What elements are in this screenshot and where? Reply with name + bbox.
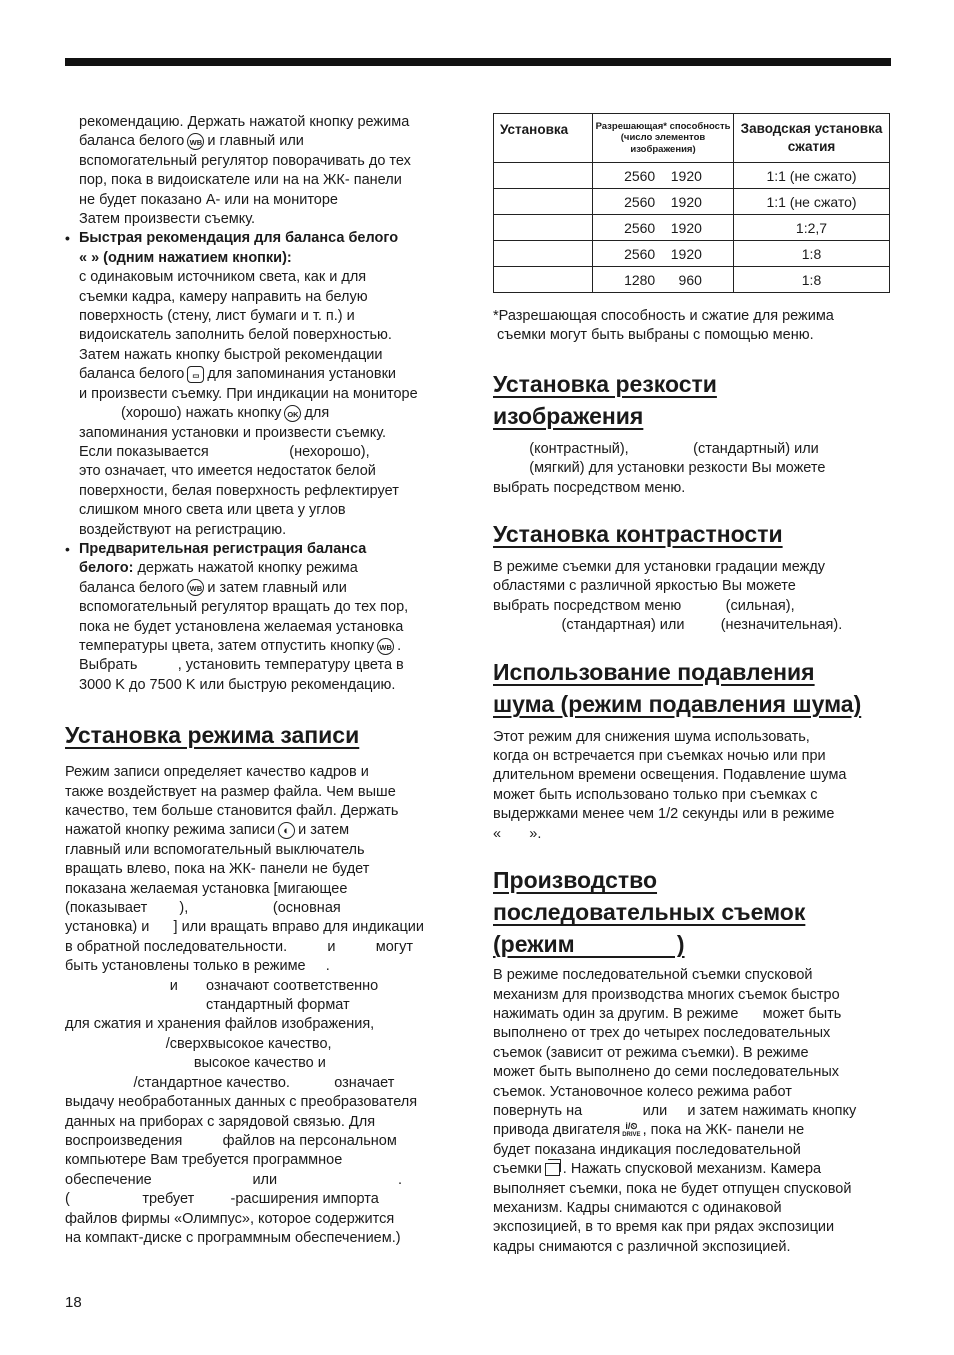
table-cell	[494, 189, 593, 215]
sequential-body	[493, 966, 893, 1121]
text-line: выдачу необработанных данных с преобразователя	[65, 1094, 418, 1111]
text-line: ( требует -расширения импорта	[65, 1191, 379, 1208]
text-line: привода двигателя i/⏲ DRIVE , пока на ЖК- панели не	[493, 1120, 805, 1139]
text-line: может быть использовано только при съемках с	[493, 786, 818, 803]
table-cell	[494, 163, 593, 189]
text-line: также воздействует на размер файла. Чем выше	[65, 783, 396, 800]
text-line: компьютере Вам требуется программное	[65, 1152, 343, 1169]
text-line: пока не будет установлена желаемая установка	[79, 618, 404, 635]
record-mode-table	[493, 113, 890, 293]
table-row	[494, 189, 890, 215]
text-line: в обратной последовательности. и могут	[65, 938, 413, 955]
text-line: баланса белого WB и главный или	[79, 133, 304, 150]
text-line: (стандартная) или (незначительная).	[493, 617, 843, 634]
bullet-title-cont: « » (одним нажатием кнопки):	[79, 249, 292, 266]
text-line: выдержками менее чем 1/2 секунды или в режиме	[493, 806, 835, 823]
table-row	[494, 241, 890, 267]
sequential-shooting-icon	[545, 1163, 560, 1176]
section-heading-sharpness: изображения	[493, 402, 644, 429]
text-line: Затем произвести съемку.	[79, 211, 256, 228]
text-line: воспроизведения файлов на персональном	[65, 1132, 397, 1149]
text-line: нажимать один за другим. В режиме может быть	[493, 1005, 842, 1022]
table-cell: 2560 1920	[593, 189, 734, 215]
text-line: будет показана индикация последовательной	[493, 1141, 801, 1158]
text-line: съемок (зависит от режима съемки). В режиме	[493, 1044, 809, 1061]
text-line: установка) и ] или вращать вправо для индикации	[65, 919, 425, 936]
text-line: /сверхвысокое качество,	[65, 1035, 332, 1052]
text-line: баланса белого WB и затем главный или	[79, 579, 347, 596]
text-line: выбрать посредством меню.	[493, 479, 686, 496]
text-line: съемки . Нажать спусковой механизм. Камера	[493, 1161, 822, 1178]
text-line: « ».	[493, 825, 542, 842]
text-line: для сжатия и хранения файлов изображения,	[65, 1016, 375, 1033]
text-line: не будет показано A- или на мониторе	[79, 191, 338, 208]
table-row	[494, 215, 890, 241]
text-line: В режиме съемки для установки градации между	[493, 559, 826, 576]
table-cell: 1:8	[734, 267, 890, 293]
section-heading-sequential: последовательных съемок	[493, 899, 806, 926]
text-line: рекомендацию. Держать нажатой кнопку режима	[79, 114, 410, 130]
text-line: Затем нажать кнопку быстрой рекомендации	[79, 346, 383, 363]
text-line: пор, пока в видоискателе или на на ЖК- панели	[79, 172, 402, 189]
text-line: может быть выполнено до семи последовательных	[493, 1064, 840, 1081]
text-line: нажатой кнопку режима записи ◐ и затем	[65, 822, 350, 839]
text-line: Выбрать , установить температуру цвета в	[79, 657, 404, 674]
record-mode-body	[65, 841, 465, 1249]
text-line: и означают соответственно	[65, 977, 379, 994]
text-line: поверхность (стену, лист бумаги и т. п.) и	[79, 308, 355, 325]
text-line: Если показывается (нехорошо),	[79, 443, 370, 460]
section-heading-sharpness: Установка резкости	[493, 370, 717, 397]
text-line: (мягкий) для установки резкости Вы можете	[493, 460, 826, 477]
text-line: вспомогательный регулятор вращать до тех пор,	[79, 599, 409, 616]
text-line: вспомогательный регулятор поворачивать до тех	[79, 152, 411, 169]
table-header: Разрешающая* способность (число элементов изображения)	[593, 114, 734, 163]
wb-button-icon: WB	[377, 638, 394, 655]
text-line: главный или вспомогательный выключатель	[65, 841, 365, 858]
table-cell: 1:2,7	[734, 215, 890, 241]
text-line: стандартный формат	[65, 997, 350, 1014]
text-line: слишком много света или цвета у углов	[79, 502, 346, 519]
table-header: Установка	[494, 114, 593, 163]
text-line: выполняет съемки, пока не будет отпущен спусковой	[493, 1180, 852, 1197]
text-line: длительном времени освещения. Подавление шума	[493, 767, 847, 784]
text-line: кадры снимаются с различной экспозицией.	[493, 1238, 791, 1255]
table-header-row	[494, 114, 890, 163]
text-line: Этот режим для снижения шума использовать,	[493, 728, 810, 745]
text-line: В режиме последовательной съемки спусковой	[493, 967, 813, 984]
wb-button-icon: WB	[187, 579, 204, 596]
table-cell	[494, 215, 593, 241]
text-line: съемки кадра, камеру направить на белую	[79, 288, 368, 305]
table-cell	[494, 241, 593, 267]
text-line: /стандартное качество. означает	[65, 1074, 395, 1091]
section-heading-record-mode: Установка режима записи	[65, 722, 360, 749]
text-line: поверхности, белая поверхность рефлектирует	[79, 482, 399, 499]
text-line: показана желаемая установка [мигающее	[65, 880, 348, 897]
table-footnote: *Разрешающая способность и сжатие для режима	[493, 308, 834, 324]
table-cell: 2560 1920	[593, 215, 734, 241]
text-line: воздействуют на регистрацию.	[79, 521, 287, 538]
text-line: видоискатель заполнить белой поверхностью.	[79, 327, 392, 344]
text-line: Режим записи определяет качество кадров и	[65, 764, 369, 781]
table-cell: 1:8	[734, 241, 890, 267]
text-line: 3000 K до 7500 K или быструю рекомендацию.	[79, 676, 396, 693]
text-line: съемок. Установочное колесо режима работ	[493, 1083, 792, 1100]
left-column	[65, 113, 465, 1248]
table-cell: 1280 960	[593, 267, 734, 293]
text-line: и произвести съемку. При индикации на мониторе	[79, 385, 418, 402]
text-line: (хорошо) нажать кнопку OK для	[121, 405, 330, 422]
text-line: (показывает ), (основная	[65, 900, 341, 917]
table-footnote: съемки могут быть выбраны с помощью меню.	[493, 327, 814, 344]
text-line: это означает, что имеется недостаток белой	[79, 463, 376, 480]
drive-button-icon: i/⏲ DRIVE	[622, 1120, 641, 1138]
text-line: выполнено от трех до четырех последовательных	[493, 1025, 831, 1042]
sequential-body	[493, 1180, 893, 1258]
record-mode-icon: ◐	[278, 822, 295, 839]
bullet-title: • Предварительная регистрация баланса	[65, 540, 465, 559]
table-cell	[494, 267, 593, 293]
one-touch-wb-icon: ▭	[187, 366, 204, 383]
table-cell: 2560 1920	[593, 241, 734, 267]
text-line: качество, тем больше становится файл. Держать	[65, 803, 399, 819]
text-line: высокое качество и	[65, 1055, 326, 1072]
table-cell: 2560 1920	[593, 163, 734, 189]
text-line: вращать влево, пока на ЖК- панели не будет	[65, 861, 370, 878]
page-number: 18	[65, 1294, 82, 1311]
text-line: обеспечение или .	[65, 1171, 403, 1188]
text-line: температуры цвета, затем отпустить кнопку WB .	[79, 637, 402, 654]
table-row	[494, 267, 890, 293]
table-cell: 1:1 (не сжато)	[734, 189, 890, 215]
top-rule	[65, 58, 891, 66]
section-heading-sequential: (режим )	[493, 931, 685, 958]
text-line: механизм. Кадры снимаются с одинаковой	[493, 1199, 782, 1216]
section-heading-noise: шума (режим подавления шума)	[493, 690, 862, 717]
text-line: на компакт-диске с программным обеспечением.)	[65, 1229, 401, 1246]
wb-button-icon: WB	[187, 133, 204, 150]
text-line: областями с различной яркостью Вы можете	[493, 578, 796, 595]
text-line: баланса белого ▭ для запоминания установки	[79, 366, 397, 383]
text-line: механизм для производства многих съемок быстро	[493, 986, 840, 1003]
text-line: быть установлены только в режиме .	[65, 958, 330, 975]
text-line: экспозицией, в то время как при рядах экспозиции	[493, 1219, 835, 1236]
right-column	[493, 113, 893, 1257]
table-row	[494, 163, 890, 189]
section-heading-sequential: Производство	[493, 867, 658, 894]
text-line: белого: держать нажатой кнопку режима	[79, 560, 358, 577]
ok-button-icon: OK	[284, 405, 301, 422]
text-line: (контрастный), (стандартный) или	[493, 440, 819, 457]
text-line: данных на приборах с зарядовой связью. Для	[65, 1113, 376, 1130]
section-heading-contrast: Установка контрастности	[493, 521, 783, 548]
text-line: выбрать посредством меню (сильная),	[493, 597, 795, 614]
bullet-title: • Быстрая рекомендация для баланса белого	[65, 229, 465, 248]
text-line: файлов фирмы «Олимпус», которое содержится	[65, 1210, 395, 1227]
text-line: запоминания установки и произвести съемку.	[79, 424, 387, 441]
text-line: когда он встречается при съемках ночью или при	[493, 748, 826, 765]
table-cell: 1:1 (не сжато)	[734, 163, 890, 189]
table-header: Заводская установка сжатия	[734, 114, 890, 163]
section-heading-noise: Использование подавления	[493, 658, 815, 685]
text-line: повернуть на или и затем нажимать кнопку	[493, 1102, 857, 1119]
text-line: с одинаковым источником света, как и для	[79, 269, 367, 286]
